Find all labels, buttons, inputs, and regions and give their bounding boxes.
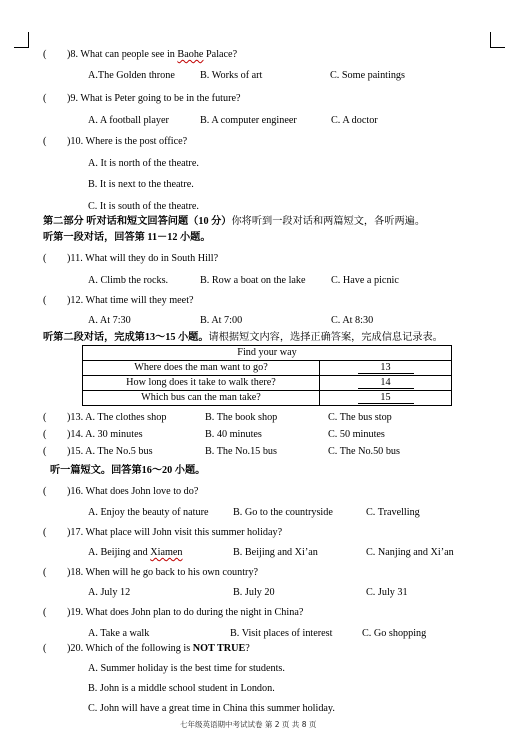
- option-a: A. A football player: [88, 115, 169, 126]
- table-question: How long does it take to walk there?: [83, 376, 320, 391]
- option-c: C. John will have a great time in China this summer holiday.: [88, 703, 335, 714]
- find-your-way-table: [82, 345, 452, 406]
- option-a: )14. A. 30 minutes: [67, 429, 143, 440]
- question-18-stem: )18. When will he go back to his own country?: [67, 567, 259, 578]
- option-a: )15. A. The No.5 bus: [67, 446, 153, 457]
- option-b: B. July 20: [233, 587, 275, 598]
- option-a: A. Climb the rocks.: [88, 275, 169, 286]
- crop-mark-top-right-v: [490, 32, 491, 48]
- option-c: C. Some paintings: [330, 70, 405, 81]
- paren: (: [43, 607, 47, 618]
- option-c: C. Nanjing and Xi’an: [366, 547, 454, 558]
- paren: (: [43, 412, 47, 423]
- crop-mark-top-left-h: [14, 47, 29, 48]
- question-20-stem: )20. Which of the following is NOT TRUE?: [67, 643, 250, 654]
- question-17-stem: )17. What place will John visit this summer holiday?: [67, 527, 283, 538]
- table-row: [83, 361, 452, 376]
- passage-1-heading: 听一篇短文。回答第16～20 小题。: [50, 465, 206, 476]
- answer-blank[interactable]: 14: [320, 376, 452, 391]
- paren: (: [43, 429, 47, 440]
- table-row: [83, 376, 452, 391]
- option-a: A. Beijing and Xiamen: [88, 547, 183, 558]
- option-b: B. Works of art: [200, 70, 263, 81]
- crop-mark-top-right-h: [490, 47, 505, 48]
- dialogue-1-heading: 听第一段对话，回答第 11－12 小题。: [43, 232, 211, 243]
- answer-blank[interactable]: 13: [320, 361, 452, 376]
- table-question: Which bus can the man take?: [83, 391, 320, 406]
- page-footer: 七年级英语期中考试试卷 第 2 页 共 8 页: [180, 720, 317, 729]
- question-9-stem: )9. What is Peter going to be in the future?: [67, 93, 241, 104]
- option-c: C. It is south of the theatre.: [88, 201, 199, 212]
- paren: (: [43, 567, 47, 578]
- option-c: C. The bus stop: [328, 412, 392, 423]
- option-c: C. The No.50 bus: [328, 446, 400, 457]
- option-b: B. Beijing and Xi’an: [233, 547, 318, 558]
- part-2-heading: 第二部分 听对话和短文回答问题（10 分）你将听到一段对话和两篇短文，各听两遍。: [43, 216, 426, 227]
- option-a: A. Summer holiday is the best time for students.: [88, 663, 285, 674]
- option-c: C. Go shopping: [362, 628, 427, 639]
- option-c: C. Travelling: [366, 507, 420, 518]
- paren: (: [43, 446, 47, 457]
- option-c: C. A doctor: [331, 115, 378, 126]
- question-10-stem: )10. Where is the post office?: [67, 136, 188, 147]
- option-b: B. Visit places of interest: [230, 628, 333, 639]
- option-a: A.The Golden throne: [88, 70, 175, 81]
- question-12-stem: )12. What time will they meet?: [67, 295, 194, 306]
- option-b: B. 40 minutes: [205, 429, 262, 440]
- crop-mark-top-left-v: [28, 32, 29, 48]
- option-a: A. July 12: [88, 587, 131, 598]
- paren: (: [43, 93, 47, 104]
- table-question: Where does the man want to go?: [83, 361, 320, 376]
- option-a: )13. A. The clothes shop: [67, 412, 167, 423]
- option-c: C. 50 minutes: [328, 429, 385, 440]
- option-b: B. At 7:00: [200, 315, 243, 326]
- option-b: B. Row a boat on the lake: [200, 275, 306, 286]
- paren: (: [43, 295, 47, 306]
- question-16-stem: )16. What does John love to do?: [67, 486, 199, 497]
- table-header: Find your way: [83, 346, 452, 361]
- paren: (: [43, 527, 47, 538]
- option-c: C. At 8:30: [331, 315, 374, 326]
- option-b: B. The No.15 bus: [205, 446, 277, 457]
- paren: (: [43, 136, 47, 147]
- option-a: A. Enjoy the beauty of nature: [88, 507, 209, 518]
- option-b: B. A computer engineer: [200, 115, 297, 126]
- option-a: A. At 7:30: [88, 315, 131, 326]
- dialogue-2-heading: 听第二段对话，完成第13～15 小题。请根据短文内容，选择正确答案，完成信息记录表。: [43, 332, 443, 343]
- paren: (: [43, 253, 47, 264]
- option-a: A. Take a walk: [88, 628, 150, 639]
- table-row: [83, 391, 452, 406]
- option-c: C. July 31: [366, 587, 408, 598]
- paren: (: [43, 486, 47, 497]
- option-b: B. The book shop: [205, 412, 278, 423]
- answer-blank[interactable]: 15: [320, 391, 452, 406]
- paren: (: [43, 643, 47, 654]
- question-8-stem: )8. What can people see in Baohe Palace?: [67, 49, 238, 60]
- option-c: C. Have a picnic: [331, 275, 399, 286]
- option-b: B. Go to the countryside: [233, 507, 333, 518]
- option-a: A. It is north of the theatre.: [88, 158, 199, 169]
- question-11-stem: )11. What will they do in South Hill?: [67, 253, 219, 264]
- option-b: B. John is a middle school student in London.: [88, 683, 275, 694]
- question-19-stem: )19. What does John plan to do during the night in China?: [67, 607, 304, 618]
- paren: (: [43, 49, 47, 60]
- option-b: B. It is next to the theatre.: [88, 179, 194, 190]
